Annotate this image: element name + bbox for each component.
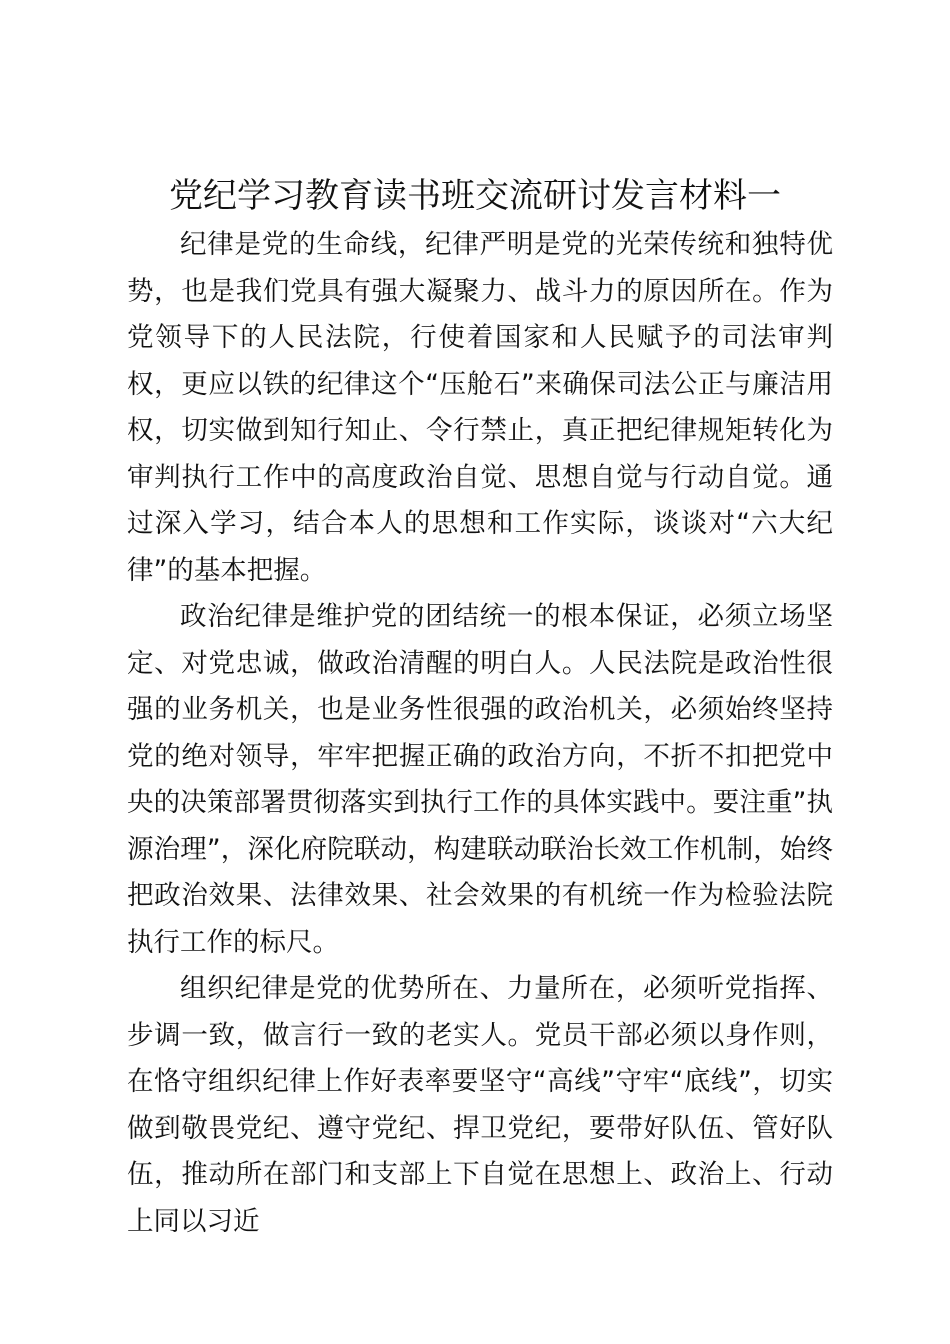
document-title: 党纪学习教育读书班交流研讨发言材料一 xyxy=(169,176,781,216)
document-body xyxy=(127,222,833,1245)
paragraph-political-discipline: 政治纪律是维护党的团结统一的根本保证，必须立场坚定、对党忠诚，做政治清醒的明白人。人民法院是政治性很强的业务机关，也是业务性很强的政治机关，必须始终坚持党的绝对领导，牢牢把握正确的政治方向，不折不扣把党中央的决策部署贯彻落实到执行工作的具体实践中。要注重”执源治理”，深化府院联动，构建联动联治长效工作机制，始终把政治效果、法律效果、社会效果的有机统一作为检验法院执行工作的标尺。 xyxy=(127,601,833,958)
paragraph-intro: 纪律是党的生命线，纪律严明是党的光荣传统和独特优势，也是我们党具有强大凝聚力、战斗力的原因所在。作为党领导下的人民法院，行使着国家和人民赋予的司法审判权，更应以铁的纪律这个“压舱石”来确保司法公正与廉洁用权，切实做到知行知止、令行禁止，真正把纪律规矩转化为审判执行工作中的高度政治自觉、思想自觉与行动自觉。通过深入学习，结合本人的思想和工作实际，谈谈对“六大纪律”的基本把握。 xyxy=(127,229,833,586)
paragraph-organizational-discipline: 组织纪律是党的优势所在、力量所在，必须听党指挥、步调一致，做言行一致的老实人。党员干部必须以身作则，在恪守组织纪律上作好表率要坚守“高线”守牢“底线”，切实做到敬畏党纪、遵守党纪、捍卫党纪，要带好队伍、管好队伍，推动所在部门和支部上下自觉在思想上、政治上、行动上同以习近 xyxy=(127,973,833,1237)
